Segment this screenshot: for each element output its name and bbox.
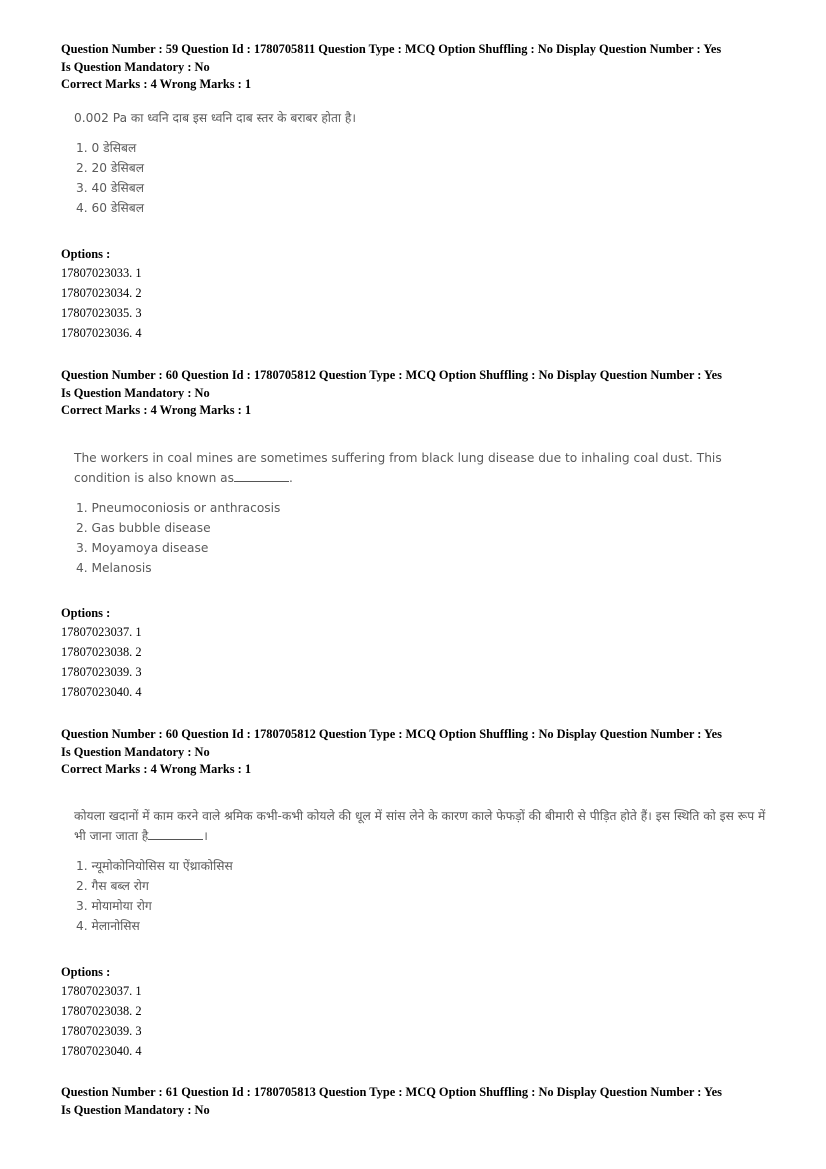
options-block-60-hi [61, 963, 781, 1061]
question-block-61 [61, 1084, 781, 1119]
choice-item: 1. न्यूमोकोनियोसिस या ऐंथ्राकोसिस [76, 859, 233, 873]
question-header: Question Number : 61 Question Id : 1780705813 Question Type : MCQ Option Shuffling : No Display Question Number : Yes [61, 1085, 722, 1099]
choice-item: 2. 20 डेसिबल [76, 161, 145, 175]
question-text [74, 448, 774, 488]
choice-item: 3. मोयामोया रोग [76, 899, 152, 913]
question-header: Question Number : 60 Question Id : 1780705812 Question Type : MCQ Option Shuffling : No Display Question Number : Yes [61, 727, 722, 741]
mandatory-line: Is Question Mandatory : No [61, 385, 210, 400]
question-image-60-hi [74, 806, 794, 936]
mandatory-line: Is Question Mandatory : No [61, 744, 210, 759]
option-row: 17807023038. 2 [61, 1004, 142, 1018]
question-text: 0.002 Pa का ध्वनि दाब इस ध्वनि दाब स्तर के बराबर होता है। [74, 111, 357, 125]
choice-item: 1. 0 डेसिबल [76, 141, 137, 155]
question-text-body: कोयला खदानों में काम करने वाले श्रमिक कभी-कभी कोयले की धूल में सांस लेने के कारण काले फेफड़ों की बीमारी से पीड़ित होते हैं। इस स्थिति को इस रूप में भी जाना जाता है [74, 809, 766, 843]
marks-line: Correct Marks : 4 Wrong Marks : 1 [61, 403, 252, 417]
mandatory-line: Is Question Mandatory : No [61, 1102, 210, 1117]
choice-list [74, 498, 794, 578]
question-block-59 [61, 41, 781, 94]
question-text-body: The workers in coal mines are sometimes suffering from black lung disease due to inhaling coal dust. This condition is also known as [74, 451, 722, 485]
question-image-60-en [74, 448, 794, 578]
marks-line: Correct Marks : 4 Wrong Marks : 1 [61, 762, 252, 776]
answer-blank [234, 471, 289, 482]
marks-line: Correct Marks : 4 Wrong Marks : 1 [61, 77, 252, 91]
question-header: Question Number : 59 Question Id : 1780705811 Question Type : MCQ Option Shuffling : No Display Question Number : Yes [61, 42, 722, 56]
choice-list [74, 856, 794, 936]
choice-item: 2. Gas bubble disease [76, 521, 211, 535]
choice-item: 1. Pneumoconiosis or anthracosis [76, 501, 281, 515]
choice-list [74, 138, 794, 218]
question-text [74, 806, 774, 846]
option-row: 17807023040. 4 [61, 685, 142, 699]
option-row: 17807023039. 3 [61, 1024, 142, 1038]
answer-blank [148, 829, 203, 840]
option-row: 17807023039. 3 [61, 665, 142, 679]
question-text-end: । [203, 829, 208, 843]
question-image-59 [74, 108, 794, 218]
choice-item: 4. Melanosis [76, 561, 152, 575]
choice-item: 4. 60 डेसिबल [76, 201, 145, 215]
option-row: 17807023036. 4 [61, 326, 142, 340]
option-row: 17807023037. 1 [61, 984, 142, 998]
choice-item: 3. 40 डेसिबल [76, 181, 145, 195]
choice-item: 4. मेलानोसिस [76, 919, 140, 933]
option-row: 17807023038. 2 [61, 645, 142, 659]
question-block-60-hi [61, 726, 781, 779]
option-row: 17807023033. 1 [61, 266, 142, 280]
options-title: Options : [61, 247, 111, 261]
options-block-60-en [61, 604, 781, 702]
option-row: 17807023040. 4 [61, 1044, 142, 1058]
options-block-59 [61, 245, 781, 343]
question-block-60-en [61, 367, 781, 420]
mandatory-line: Is Question Mandatory : No [61, 59, 210, 74]
choice-item: 3. Moyamoya disease [76, 541, 209, 555]
choice-item: 2. गैस बब्ल रोग [76, 879, 149, 893]
options-title: Options : [61, 965, 111, 979]
option-row: 17807023037. 1 [61, 625, 142, 639]
option-row: 17807023034. 2 [61, 286, 142, 300]
question-header: Question Number : 60 Question Id : 1780705812 Question Type : MCQ Option Shuffling : No Display Question Number : Yes [61, 368, 722, 382]
option-row: 17807023035. 3 [61, 306, 142, 320]
question-text-end: . [289, 471, 293, 485]
options-title: Options : [61, 606, 111, 620]
